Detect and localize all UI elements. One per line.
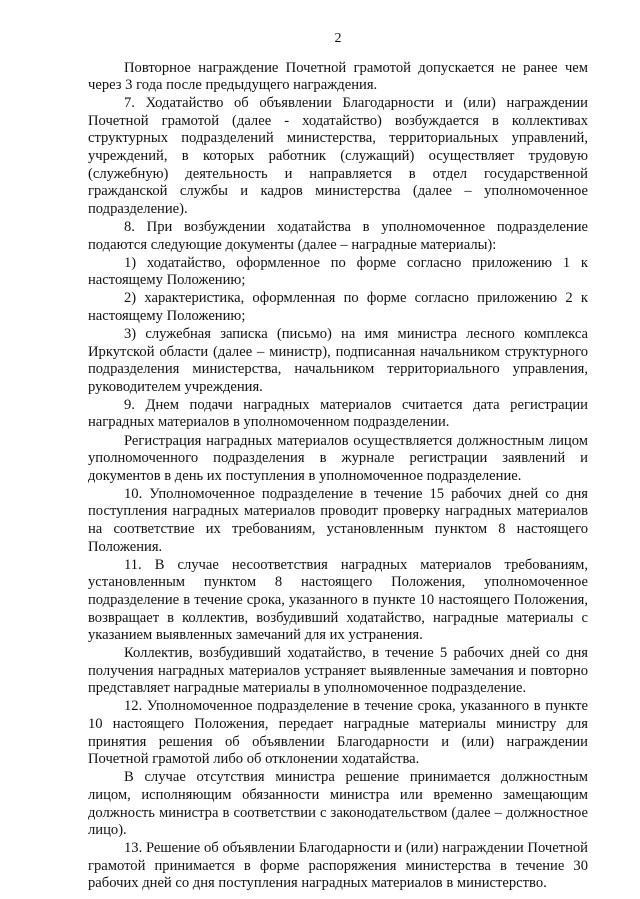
paragraph-minister-absence: В случае отсутствия министра решение принимается должностным лицом, исполняющим обязанности министра или временно замещающим должность министра в соответствии с законодательством (далее – должностное лицо). xyxy=(88,769,588,839)
paragraph-item-9: 9. Днем подачи наградных материалов считается дата регистрации наградных материалов в уполномоченном подразделении. xyxy=(88,396,588,431)
paragraph-item-8: 8. При возбуждении ходатайства в уполномоченное подразделение подаются следующие документы (далее – наградные материалы): xyxy=(88,218,588,253)
paragraph-registration: Регистрация наградных материалов осуществляется должностным лицом уполномоченного подразделения в журнале регистрации заявлений и документов в день их поступления в уполномоченное подразделение. xyxy=(88,432,588,484)
paragraph-repeat-award: Повторное награждение Почетной грамотой допускается не ранее чем через 3 года после предыдущего награждения. xyxy=(88,59,588,94)
paragraph-item-8-1: 1) ходатайство, оформленное по форме согласно приложению 1 к настоящему Положению; xyxy=(88,254,588,289)
paragraph-item-11: 11. В случае несоответствия наградных материалов требованиям, установленным пунктом 8 настоящего Положения, уполномоченное подразделение в течение срока, указанного в пункте 10 настоящего Положения, возвращает в коллектив, возбудивший ходатайство, наградные материалы с указанием выявленных замечаний для их устранения. xyxy=(88,556,588,644)
paragraph-item-10: 10. Уполномоченное подразделение в течение 15 рабочих дней со дня поступления наградных материалов проводит проверку наградных материалов на соответствие их требованиям, установленным пунктом 8 настоящего Положения. xyxy=(88,485,588,555)
paragraph-item-13: 13. Решение об объявлении Благодарности и (или) награждении Почетной грамотой принимается в форме распоряжения министерства в течение 30 рабочих дней со дня поступления наградных материалов в министерство. xyxy=(88,840,588,892)
paragraph-item-12: 12. Уполномоченное подразделение в течение срока, указанного в пункте 10 настоящего Положения, передает наградные материалы министру для принятия решения об объявлении Благодарности и (или) награждении Почетной грамотой либо об отклонении ходатайства. xyxy=(88,698,588,768)
paragraph-item-7: 7. Ходатайство об объявлении Благодарности и (или) награждении Почетной грамотой (далее - ходатайство) возбуждается в коллективах структурных подразделений министерства, территориальных управлений, учреждений, в которых работник (служащий) осуществляет трудовую (служебную) деятельность и направляется в отдел государственной гражданской службы и кадров министерства (далее – уполномоченное подразделение). xyxy=(88,95,588,217)
paragraph-collective: Коллектив, возбудивший ходатайство, в течение 5 рабочих дней со дня получения наградных материалов устраняет выявленные замечания и повторно представляет наградные материалы в уполномоченное подразделение. xyxy=(88,645,588,697)
page-number: 2 xyxy=(334,31,342,46)
paragraph-item-8-2: 2) характеристика, оформленная по форме согласно приложению 2 к настоящему Положению; xyxy=(88,290,588,324)
paragraph-item-8-3: 3) служебная записка (письмо) на имя министра лесного комплекса Иркутской области (далее – министр), подписанная начальником структурного подразделения министерства, начальником территориального управления, руководителем учреждения. xyxy=(88,326,588,395)
